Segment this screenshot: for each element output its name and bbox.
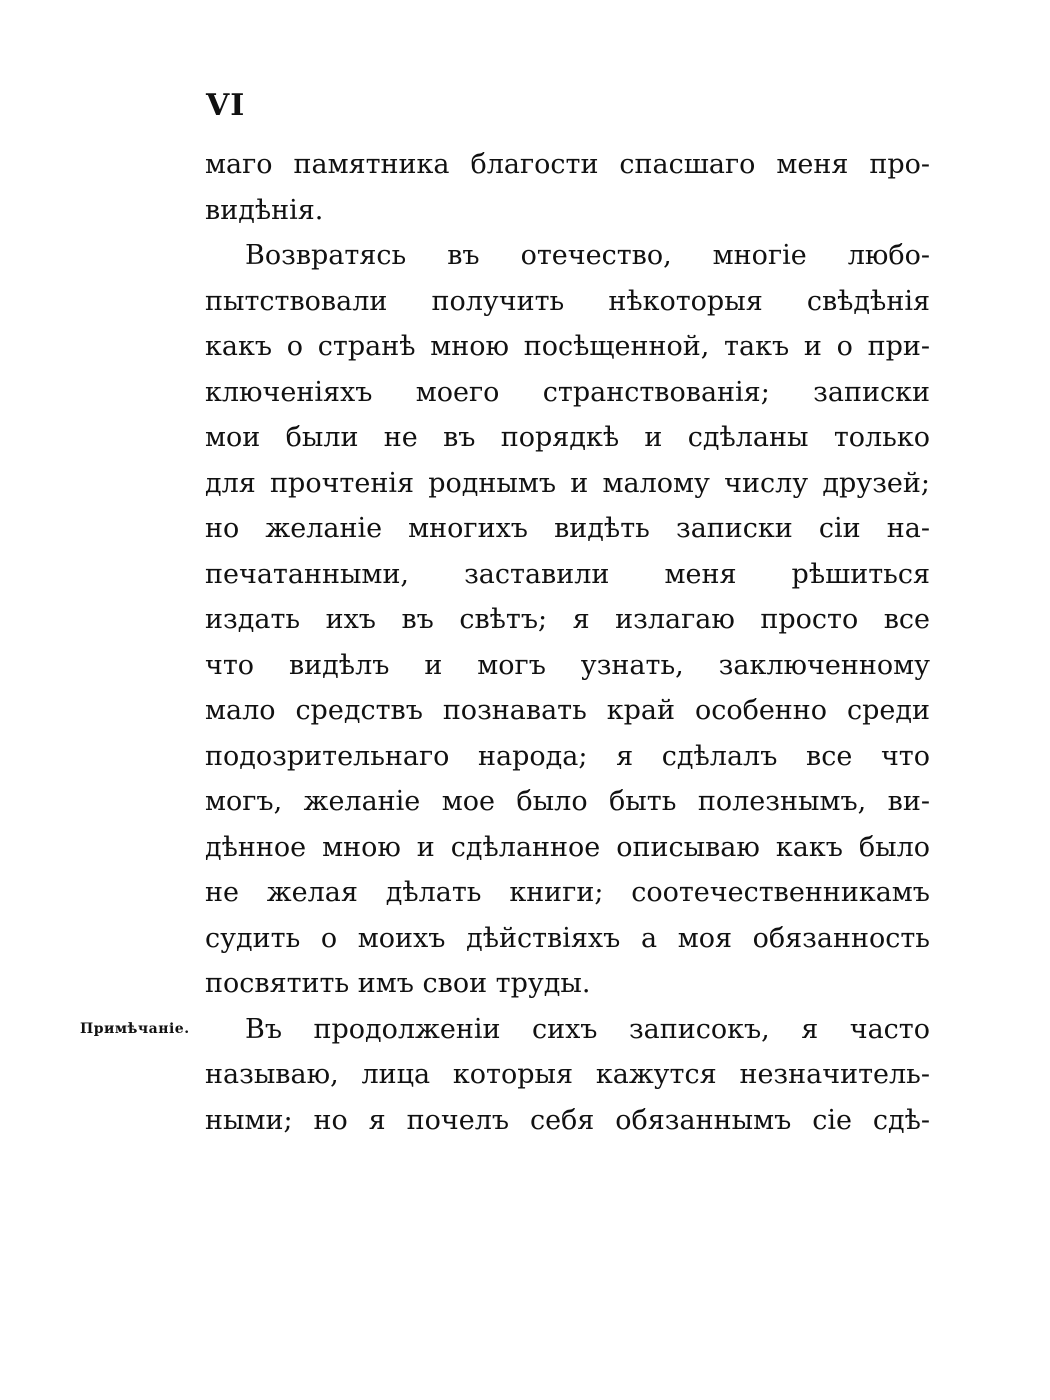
text-line: ключеніяхъ моего странствованія; записки <box>205 376 930 408</box>
text-line: называю, лица которыя кажутся незначитель- <box>205 1059 930 1090</box>
text-line: но желаніе многихъ видѣть записки сіи на- <box>205 513 930 544</box>
paragraph-start-line: Въ продолженіи сихъ записокъ, я часто <box>245 1013 930 1045</box>
text-line: мало средствъ познавать край особенно среди <box>205 695 930 726</box>
text-line: печатанными, заставили меня рѣшиться <box>205 558 930 590</box>
text-line: подозрительнаго народа; я сдѣлалъ все что <box>205 740 930 772</box>
text-line: не желая дѣлать книги; соотечественникамъ <box>205 877 930 908</box>
text-line: видѣнія. <box>205 194 324 226</box>
page-number: VI <box>206 88 246 123</box>
text-line: судить о моихъ дѣйствіяхъ а моя обязанность <box>205 922 930 954</box>
text-line: какъ о странѣ мною посѣщенной, такъ и о при- <box>205 331 930 362</box>
text-line: пытствовали получить нѣкоторыя свѣдѣнія <box>205 285 930 317</box>
margin-note: Примѣчаніе. <box>80 1021 190 1037</box>
text-line: маго памятника благости спасшаго меня про- <box>205 149 930 180</box>
text-line: дѣнное мною и сдѣланное описываю какъ было <box>205 831 930 863</box>
text-line: мои были не въ порядкѣ и сдѣланы только <box>205 422 930 453</box>
text-line: для прочтенія роднымъ и малому числу друзей; <box>205 467 930 499</box>
text-line: ными; но я почелъ себя обязаннымъ сіе сдѣ- <box>205 1104 930 1136</box>
text-line: могъ, желаніе мое было быть полезнымъ, ви- <box>205 786 930 817</box>
paragraph-start-line: Возвратясь въ отечество, многіе любо- <box>245 240 930 271</box>
text-line: посвятить имъ свои труды. <box>205 968 591 999</box>
text-line: издать ихъ въ свѣтъ; я излагаю просто все <box>205 604 930 635</box>
body-text <box>205 142 930 1143</box>
text-line: что видѣлъ и могъ узнать, заключенному <box>205 649 930 681</box>
